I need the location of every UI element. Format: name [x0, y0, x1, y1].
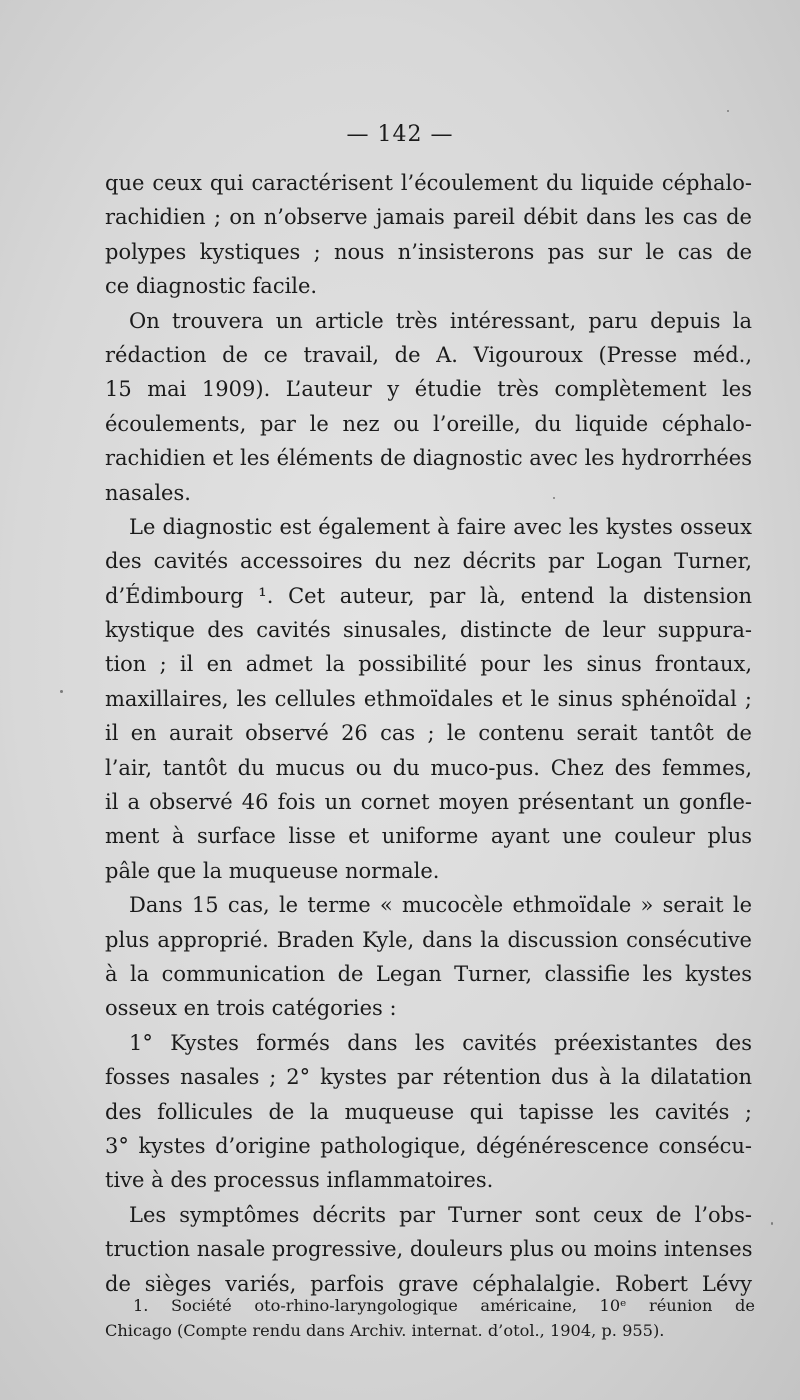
- text-line: que ceux qui caractérisent l’écoulement du liquide céphalo-: [105, 171, 752, 195]
- text-line: il a observé 46 fois un cornet moyen présentant un gonfle-: [105, 790, 752, 815]
- text-line: fosses nasales ; 2° kystes par rétention dus à la dilatation: [105, 1065, 752, 1090]
- text-line: polypes kystiques ; nous n’insisterons pas sur le cas de: [105, 239, 752, 264]
- text-line: pâle que la muqueuse normale.: [105, 858, 440, 883]
- text-line: maxillaires, les cellules ethmoïdales et le sinus sphénoïdal ;: [105, 686, 752, 711]
- text-line: ce diagnostic facile.: [105, 274, 318, 299]
- text-line: Les symptômes décrits par Turner sont ceux de l’obs-: [129, 1202, 752, 1227]
- text-line: 15 mai 1909). L’auteur y étudie très complètement les: [105, 377, 752, 402]
- scan-speck: [771, 1222, 773, 1225]
- text-line: 3° kystes d’origine pathologique, dégénérescence consécu-: [105, 1133, 752, 1158]
- text-line: des cavités accessoires du nez décrits par Logan Turner,: [105, 549, 752, 574]
- text-line: rédaction de ce travail, de A. Vigouroux (Presse méd.,: [105, 342, 752, 367]
- body-text: [105, 166, 752, 1301]
- text-line: de sièges variés, parfois grave céphalalgie. Robert Lévy: [105, 1271, 752, 1296]
- text-line: plus approprié. Braden Kyle, dans la discussion consécutive: [105, 927, 752, 952]
- text-line: ment à surface lisse et uniforme ayant une couleur plus: [105, 824, 752, 849]
- text-line: On trouvera un article très intéressant, paru depuis la: [129, 308, 752, 333]
- footnote-line: 1. Société oto-rhino-laryngologique américaine, 10ᵉ réunion de: [133, 1296, 755, 1315]
- text-line: truction nasale progressive, douleurs plus ou moins intenses: [105, 1237, 753, 1262]
- footnotes: [105, 1293, 755, 1343]
- page-number: — 142 —: [346, 122, 454, 147]
- text-line: osseux en trois catégories :: [105, 996, 397, 1021]
- text-line: rachidien ; on n’observe jamais pareil débit dans les cas de: [105, 205, 752, 230]
- scan-speck: [553, 497, 555, 499]
- text-line: il en aurait observé 26 cas ; le contenu serait tantôt de: [105, 721, 752, 746]
- text-line: tive à des processus inflammatoires.: [105, 1168, 494, 1193]
- text-line: Dans 15 cas, le terme « mucocèle ethmoïdale » serait le: [129, 893, 752, 918]
- text-line: nasales.: [105, 480, 191, 505]
- text-line: kystique des cavités sinusales, distincte de leur suppura-: [105, 618, 752, 643]
- text-line: Le diagnostic est également à faire avec les kystes osseux: [129, 514, 752, 539]
- scan-speck: [60, 690, 63, 693]
- text-line: des follicules de la muqueuse qui tapisse les cavités ;: [105, 1099, 752, 1124]
- text-line: écoulements, par le nez ou l’oreille, du liquide céphalo-: [105, 411, 752, 436]
- text-line: d’Édimbourg ¹. Cet auteur, par là, entend la distension: [105, 583, 752, 608]
- scan-speck: [727, 110, 729, 112]
- text-line: l’air, tantôt du mucus ou du muco-pus. Chez des femmes,: [105, 755, 752, 780]
- text-line: à la communication de Legan Turner, classifie les kystes: [105, 961, 752, 986]
- text-line: 1° Kystes formés dans les cavités préexistantes des: [129, 1030, 752, 1055]
- text-line: rachidien et les éléments de diagnostic avec les hydrorrhées: [105, 446, 752, 471]
- footnote-line: Chicago (Compte rendu dans Archiv. internat. d’otol., 1904, p. 955).: [105, 1321, 665, 1340]
- text-line: tion ; il en admet la possibilité pour les sinus frontaux,: [105, 652, 752, 677]
